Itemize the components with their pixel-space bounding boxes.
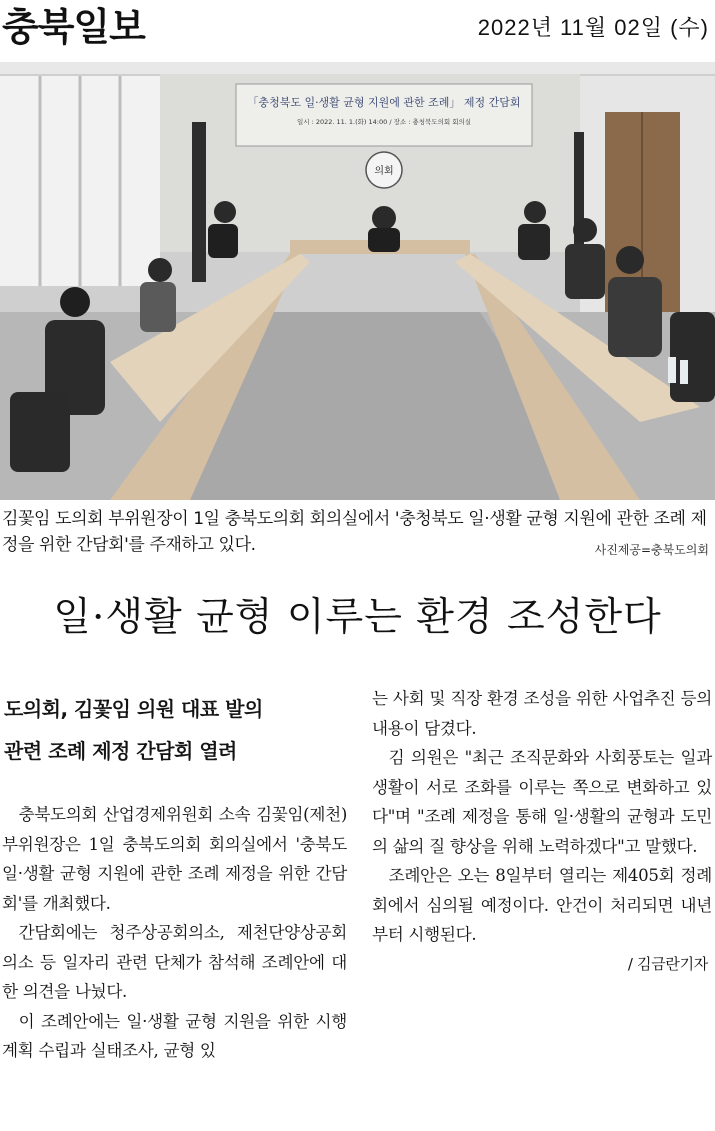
body-paragraph-3-end: 는 사회 및 직장 환경 조성을 위한 사업추진 등의 내용이 담겼다. xyxy=(372,689,712,738)
body-paragraph-2: 간담회에는 청주상공회의소, 제천단양상공회의소 등 일자리 관련 단체가 참석해 조례안에 대한 의견을 나눴다. xyxy=(2,923,347,1001)
newspaper-name: 충북일보 xyxy=(2,5,145,49)
photo-credit: 사진제공=충북도의회 xyxy=(594,543,709,557)
banner-title: 「충청북도 일·생활 균형 지원에 관한 조례」 제정 간담회 xyxy=(247,96,521,109)
subheadline-line-2: 관련 조례 제정 간담회 열려 xyxy=(4,739,237,763)
issue-date: 2022년 11월 02일 (수) xyxy=(477,15,709,40)
reporter-byline: / 김금란기자 xyxy=(627,954,708,973)
council-emblem-text: 의회 xyxy=(374,166,394,177)
body-paragraph-4: 김 의원은 "최근 조직문화와 사회풍토는 일과 생활이 서로 조화를 이루는 쪽으로 변화하고 있다"며 "조례 제정을 통해 일·생활의 균형과 도민의 삶의 질 향상을 위해 노력하겠다"고 말했다. xyxy=(372,748,712,856)
body-paragraph-3-start: 이 조례안에는 일·생활 균형 지원을 위한 시행계획 수립과 실태조사, 균형 있 xyxy=(2,1011,347,1060)
article-column-left xyxy=(2,684,347,1066)
meeting-room-photo xyxy=(0,62,715,500)
article-column-right xyxy=(372,684,712,979)
body-paragraph-5: 조례안은 오는 8일부터 열리는 제405회 정례회에서 심의될 예정이다. 안건이 처리되면 내년부터 시행된다. xyxy=(372,866,712,944)
banner-subtitle: 일시 : 2022. 11. 1.(화) 14:00 / 장소 : 충청북도의회 회의실 xyxy=(296,118,472,126)
photo-caption: 김꽃임 도의회 부위원장이 1일 충북도의회 회의실에서 '충청북도 일·생활 균형 지원에 관한 조례 제정을 위한 간담회'를 주재하고 있다. xyxy=(2,509,707,555)
article-headline: 일·생활 균형 이루는 환경 조성한다 xyxy=(53,595,662,640)
body-paragraph-1: 충북도의회 산업경제위원회 소속 김꽃임(제천) 부위원장은 1일 충북도의회 회의실에서 '충북도 일·생활 균형 지원에 관한 조례 제정을 위한 간담회'를 개최했다. xyxy=(2,805,347,913)
article-subheadline xyxy=(4,688,347,772)
news-photo xyxy=(0,62,715,500)
masthead xyxy=(0,0,715,58)
subheadline-line-1: 도의회, 김꽃임 의원 대표 발의 xyxy=(4,697,263,721)
